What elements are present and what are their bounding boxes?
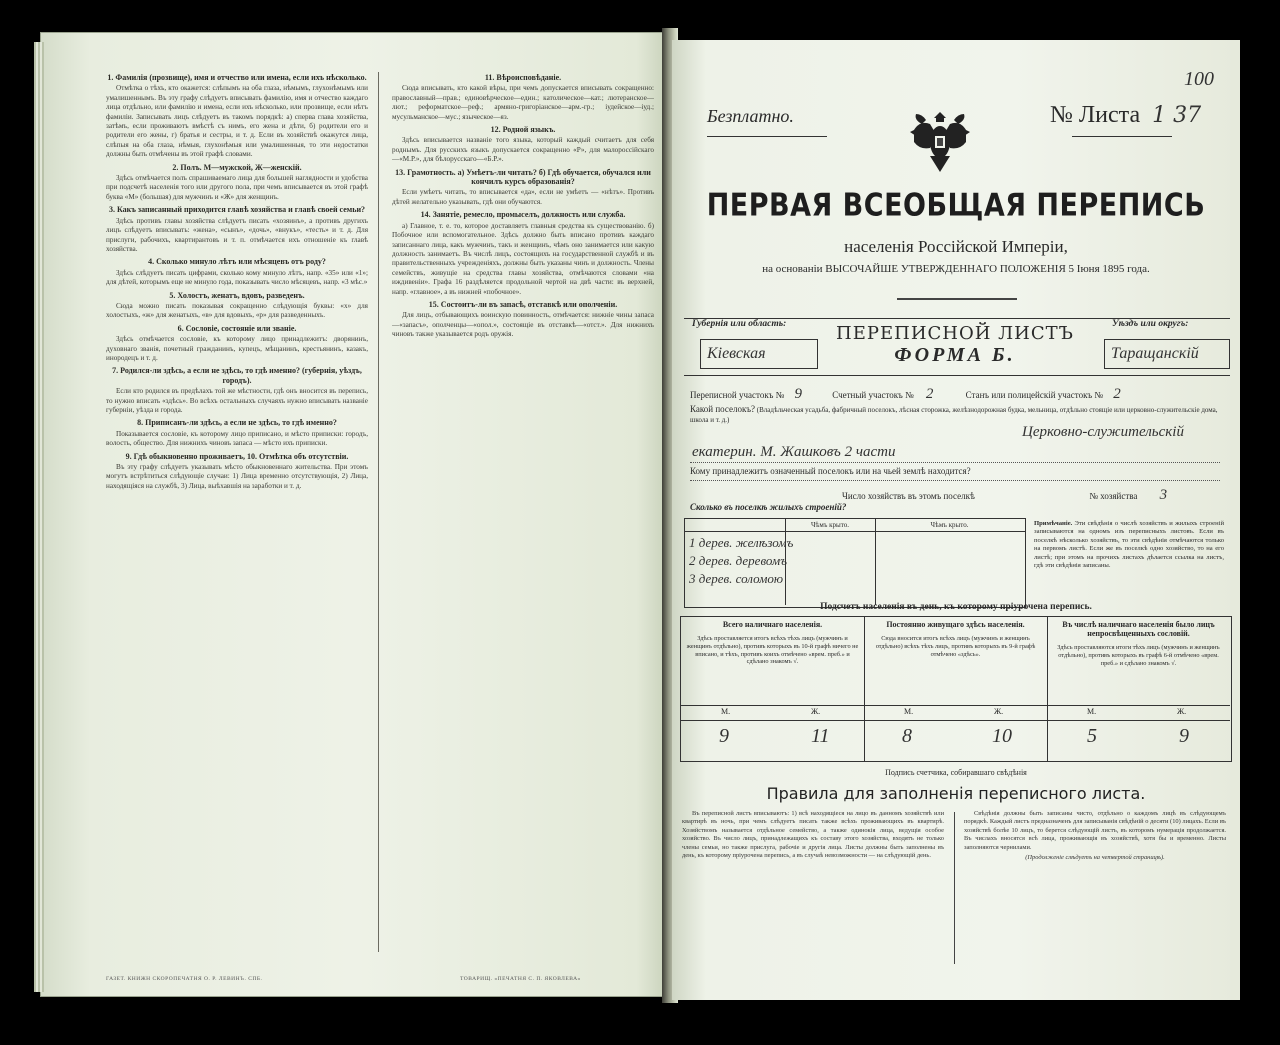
rule-heading: 6. Сословіе, состояніе или званіе. xyxy=(177,323,297,333)
rule-text: Сюда можно писать показывая сокращенно слѣдующія буквы: «х» для холостыхъ, «ж» для женатыхъ, «в» для вдовыхъ, «р» для разведенныхъ. xyxy=(106,301,368,320)
gubernia-label: Губернія или область: xyxy=(692,319,787,329)
settlement-row xyxy=(690,404,1220,425)
household-number-value: 3 xyxy=(1159,487,1168,503)
settlement-label: Какой поселокъ? xyxy=(690,404,756,414)
tally-mz-row xyxy=(1047,705,1230,721)
household-row xyxy=(842,487,1167,504)
decree-line: на основаніи ВЫСОЧАЙШЕ УТВЕРЖДЕННАГО ПОЛОЖЕНІЯ 5 Іюня 1895 года. xyxy=(762,263,1150,275)
table-row: 2 дерев. деревомъ xyxy=(689,553,787,568)
tally-female-value: 11 xyxy=(811,725,830,747)
tally-title: Подсчетъ населенія въ день, къ которому пріурочена перепись. xyxy=(820,602,1092,612)
rule-heading: 3. Какъ записанный приходится главѣ хозяйства и главѣ своей семьи? xyxy=(108,205,366,215)
table-row: 3 дерев. соломою xyxy=(689,571,784,586)
rule-heading: 5. Холостъ, женатъ, вдовъ, разведенъ. xyxy=(169,290,305,300)
tally-male-value: 8 xyxy=(902,725,912,747)
census-form-page xyxy=(672,40,1240,1000)
sheet-label: № Листа xyxy=(1050,102,1141,128)
buildings-table xyxy=(684,518,1026,608)
form-subtitle: ФОРМА Б. xyxy=(894,344,1016,366)
owner-row xyxy=(690,466,971,476)
title-divider xyxy=(897,298,1017,300)
buildings-row xyxy=(690,502,846,512)
rule-heading: 14. Занятіе, ремесло, промыселъ, должность или служба. xyxy=(420,210,626,220)
rule-text: Въ эту графу слѣдуетъ указывать мѣсто обыкновеннаго жительства. При этомъ могутъ встрѣтиться слѣдующіе случаи: 1) Лица временно отсутствующія, 2) Лица, находящіяся на службѣ, 3) Лица, выѣхавшія на заработки и т. д. xyxy=(106,463,368,490)
rule-text: Сюда вписывать, кто какой вѣры, при чемъ допускается вписывать сокращенно: православный—прав.; единовѣрческое—един.; католическое—кат.; лютеранское—лют.; реформатское—реф.; армяно-григоріанское—арм.-гр.; іудейское—іуд.; мусульманское—мус.; языческое—яз. xyxy=(392,84,654,121)
page-subtitle: населенія Россійской Имперіи, xyxy=(844,237,1068,256)
rule-text: Здѣсь противъ главы хозяйства слѣдуетъ писать «хозяинъ», а противъ другихъ лицъ слѣдуетъ вписывать: «жена», «сынъ», «дочь», «внукъ», «тесть» и т. д. Для прислуги, рабочихъ, квартирантовъ и т. п. отмѣчается ихъ отношеніе къ главѣ хозяйства. xyxy=(106,216,368,253)
rules-column-2 xyxy=(392,70,654,950)
rules-paragraph: Въ переписной листъ вписываютъ: 1) всѣ находящіеся на лицо въ данномъ хозяйствѣ или квартирѣ въ ночь, при чемъ слѣдуетъ писать также всѣхъ проживающихъ въ квартирѣ. Хозяйствомъ называется отдѣльное семейство, а также одинокія лица, ведущія особое хозяйство. Въ число лицъ, принадлежащихъ къ составу этого хозяйства, входятъ не только члены семьи, но также прислуга, рабочіе и другія лица. Листы должны быть заполнены въ день, къ которому пріурочена перепись, а въ случаѣ невозможности — на слѣдующій день. xyxy=(682,810,944,860)
enumerator-signature-line: Подпись счетчика, собиравшаго свѣдѣнія xyxy=(885,768,1027,777)
rule-text: Для лицъ, отбывающихъ воинскую повинность, отмѣчается: нижніе чины запаса—«запасъ», ополченцы—«опол.», состоящіе въ отставкѣ—«отст.». Для нижнихъ чиновъ также указывается родъ оружія. xyxy=(392,311,654,339)
rule-text: Отмѣтка о тѣхъ, кто окажется: слѣпымъ на оба глаза, нѣмымъ, глухонѣмымъ или умалишеннымъ. Въ эту графу слѣдуетъ вписывать фамилію, имя и отчество каждаго лица отдѣльно, или фамилію и имена, если ихъ нѣсколько, или прозвище, если нѣтъ фамиліи. Записывать лицъ слѣдуетъ въ такомъ порядкѣ: а) сперва глава хозяйства, затѣмъ, если проживаютъ вмѣстѣ съ нимъ, его жена и дѣти, б) родители его и родители его жены, г) братья и сестры, и т. д. Если въ хозяйствѣ окажутся лица, слѣпыя на оба глаза, нѣмыя, глухонѣмыя или умалишенныя, то эти недостатки должны быть отмѣчены въ этой графѣ словами. xyxy=(106,84,368,159)
dotted-line xyxy=(690,462,1220,463)
female-label: Ж. xyxy=(994,707,1004,716)
household-count-label: Число хозяйствъ въ этомъ поселкѣ xyxy=(842,491,975,501)
rule-heading: 4. Сколько минуло лѣтъ или мѣсяцевъ отъ роду? xyxy=(148,257,326,267)
tally-column-total xyxy=(681,617,865,761)
tally-column-permanent xyxy=(864,617,1048,761)
rule-text: а) Главное, т. е. то, которое доставляетъ главныя средства къ существованію. б) Побочное или вспомогательное. Здѣсь должно быть вписано противъ каждаго записаннаго лица, какъ мужчинъ, такъ и женщинъ, чѣмъ оно занимается или какую должность занимаетъ. Въ числѣ лицъ, состоящихъ на государственной службѣ и въ правительственныхъ учрежденіяхъ, должны быть указаны чинъ и должность. Члены семействъ, живущіе на средства главы хозяйства, отмѣчаются словами «на иждивеніи». Графа 16 раздѣляется продольной чертой на двѣ части: въ верхней, напр. «главное», а въ нижней «побочное». xyxy=(392,221,654,296)
rule-heading: 7. Родился-ли здѣсь, а если не здѣсь, то гдѣ именно? (губернія, уѣздъ, городъ). xyxy=(112,366,362,385)
stan-label: Станъ или полицейскій участокъ № xyxy=(965,390,1103,400)
gubernia-field: Кіевская xyxy=(700,339,818,369)
rules-paragraph: Свѣдѣнія должны быть записаны чисто, отдѣльно о каждомъ лицѣ въ слѣдующемъ порядкѣ. Каждый листъ предназначенъ для записыванія свѣдѣній о десяти (10) лицахъ. Если въ хозяйствѣ болѣе 10 лицъ, то берется слѣдующій листъ, въ которомъ нумерація продолжается. Въ числахъ вносятся всѣ лица, проживающія въ хозяйствѣ, хотя бы и временно. Листы заполняются чернилами. xyxy=(964,810,1226,851)
header-underline xyxy=(707,136,827,137)
population-tally-table xyxy=(680,616,1232,762)
female-label: Ж. xyxy=(1177,707,1187,716)
counting-district-value: 2 xyxy=(925,386,934,402)
male-label: М. xyxy=(1087,707,1097,716)
rule-heading: 11. Вѣроисповѣданіе. xyxy=(484,73,562,82)
note-text: Эти свѣдѣнія о числѣ хозяйствъ и жилыхъ строеній записываются на одномъ изъ переписныхъ листовъ. Если въ поселкѣ нѣсколько хозяйствъ, то эти свѣдѣнія отмѣчаются только на первомъ листѣ. Если же въ поселкѣ одно хозяйство, то на его листѣ; при этомъ на прочихъ листахъ дѣлается ссылка на листъ, гдѣ эти свѣдѣнія записаны. xyxy=(1034,520,1224,570)
tally-header: Въ числѣ наличнаго населенія было лицъ непросвѣщенныхъ сословій. xyxy=(1062,620,1215,638)
uezd-field: Таращанскій xyxy=(1104,339,1230,369)
tally-description: Сюда вносится итогъ всѣхъ лицъ (мужчинъ и женщинъ отдѣльно) всѣхъ тѣхъ лицъ, противъ которыхъ въ 9-й графѣ отмѣчено «здѣсь». xyxy=(875,635,1036,658)
tally-header: Постоянно живущаго здѣсь населенія. xyxy=(886,620,1025,629)
rules-divider xyxy=(954,812,955,964)
rule-heading: 8. Приписанъ-ли здѣсь, а если не здѣсь, то гдѣ именно? xyxy=(137,418,337,428)
left-page xyxy=(40,32,668,997)
rule-text: Здѣсь отмѣчается сословіе, къ которому лицо принадлежитъ: дворянинъ, духовнаго званія, почетный гражданинъ, купецъ, мѣщанинъ, крестьянинъ, казакъ, инородецъ и т. д. xyxy=(106,335,368,362)
form-title: ПЕРЕПИСНОЙ ЛИСТЪ xyxy=(836,323,1074,344)
double-headed-eagle-emblem xyxy=(900,102,980,182)
rule-heading: 9. Гдѣ обыкновенно проживаетъ, 10. Отмѣтка объ отсутствіи. xyxy=(125,451,349,461)
rule-text: Здѣсь слѣдуетъ писать цифрами, сколько кому минуло лѣтъ, напр. «35» или «1»; для дѣтей, которымъ еще не минуло года, показывать число мѣсяцевъ, напр. «3 мѣс.» xyxy=(106,268,368,287)
male-label: М. xyxy=(904,707,914,716)
tally-header: Всего наличнаго населенія. xyxy=(722,620,823,629)
printer-footer-left: ГАЗЕТ. КНИЖН СКОРОПЕЧАТНЯ О. Р. ЛЕВИНЪ. СПБ. xyxy=(106,976,263,982)
rule-heading: 15. Состоитъ-ли въ запасѣ, отставкѣ или ополченіи. xyxy=(428,299,618,309)
form-header-box xyxy=(684,318,1230,376)
dotted-line xyxy=(690,480,1220,481)
tally-male-value: 9 xyxy=(719,725,729,747)
rule-heading: 1. Фамилія (прозвище), имя и отчество или имена, если ихъ нѣсколько. xyxy=(107,73,367,82)
rules-title: Правила для заполненія переписного листа. xyxy=(766,784,1146,803)
corner-handwritten-number: 100 xyxy=(1184,68,1214,90)
sheet-underline xyxy=(1072,136,1172,137)
note-title: Примѣчаніе. xyxy=(1034,520,1073,527)
rule-text: Здѣсь отмѣчается полъ спрашиваемаго лица для большей наглядности и удобства при подсчетѣ населенія того или другого пола, при чемъ вписывается въ этой графѣ буква «М» (большая) для мужчинъ и «Ж» для женщинъ. xyxy=(106,174,368,201)
rules-column-1 xyxy=(106,70,368,950)
settlement-value-line xyxy=(1022,424,1184,441)
district-row xyxy=(690,386,1121,403)
buildings-note xyxy=(1034,520,1224,570)
tally-description: Здѣсь проставляются итоги тѣхъ лицъ (мужчинъ и женщинъ отдѣльно), противъ которыхъ въ графѣ 6-й отмѣчено «врем. преб.» и сдѣлано знакомъ √. xyxy=(1057,644,1220,667)
rule-text: Если кто родился въ предѣлахъ той же мѣстности, гдѣ онъ вносится въ перепись, то нужно вписать «здѣсь». Во всѣхъ остальныхъ случаяхъ нужно вписывать названіе губерніи, уѣзда и города. xyxy=(106,387,368,414)
rule-heading: 12. Родной языкъ. xyxy=(490,125,556,135)
form-title-block xyxy=(830,323,1080,367)
table-header: Чѣмъ крыто. xyxy=(785,519,876,531)
tally-mz-row xyxy=(864,705,1047,721)
uezd-label: Уѣздъ или округъ: xyxy=(1112,319,1189,329)
rule-heading: 2. Полъ. М—мужской, Ж—женскій. xyxy=(172,162,302,172)
page-stack-edge xyxy=(34,42,44,992)
census-district-label: Переписной участокъ № xyxy=(690,390,785,400)
census-district-value: 9 xyxy=(794,386,802,402)
sheet-handwritten-number: 1 37 xyxy=(1152,103,1202,128)
settlement-hint: (Владѣльческая усадьба, фабричный поселокъ, лѣсная сторожка, желѣзнодорожная будка, мельница, отдѣльно стоящіе или церковно-служительскіе дома, школа и т. д.) xyxy=(690,406,1218,424)
buildings-label: Сколько въ поселкѣ жилыхъ строеній? xyxy=(690,502,847,512)
table-header: Чѣмъ крыто. xyxy=(930,521,969,529)
tally-male-value: 5 xyxy=(1087,725,1097,747)
tally-column-estates xyxy=(1047,617,1230,761)
settlement-value-2: екатерин. М. Жашковъ 2 части xyxy=(692,444,896,460)
printer-footer-right: ТОВАРИЩ. «ПЕЧАТНЯ С. П. ЯКОВЛЕВА» xyxy=(460,976,581,982)
rules-right-column xyxy=(964,810,1226,864)
table-header xyxy=(685,519,786,531)
rule-text: Показывается сословіе, къ которому лицо приписано, и мѣсто приписки: городъ, волость, общество. Для нижнихъ чиновъ запаса — мѣсто ихъ приписки. xyxy=(106,429,368,448)
rule-text: Здѣсь вписывается названіе того языка, который каждый считаетъ для себя роднымъ. Для русскихъ языкъ допускается сокращенно «Р», для малороссійскаго—«М.Р.», для бѣлорусскаго—«Б.Р.». xyxy=(392,136,654,164)
rules-continued: (Продолженіе слѣдуетъ на четвертой страницѣ). xyxy=(1025,854,1165,862)
counting-district-label: Счетный участокъ № xyxy=(832,390,914,400)
column-divider xyxy=(378,72,379,952)
rule-text: Если умѣетъ читать, то вписывается «да», если не умѣетъ — «нѣтъ». Противъ дѣтей желательно указывать, гдѣ они обучаются. xyxy=(392,188,654,206)
tally-female-value: 10 xyxy=(992,725,1012,747)
household-number-label: № хозяйства xyxy=(1089,491,1138,501)
tally-description: Здѣсь проставляется итогъ всѣхъ тѣхъ лицъ (мужчинъ и женщинъ отдѣльно), противъ которыхъ въ 10-й графѣ ничего не вписано, и тѣхъ, противъ коихъ отмѣчено «врем. преб.» и сдѣлано знакомъ √. xyxy=(686,635,859,666)
sheet-number xyxy=(1050,102,1201,129)
stan-value: 2 xyxy=(1113,386,1121,402)
settlement-value-line-2 xyxy=(692,444,895,461)
rules-left-column xyxy=(682,810,944,862)
female-label: Ж. xyxy=(811,707,821,716)
table-row: 1 дерев. желѣзомъ xyxy=(689,535,794,550)
free-label: Безплатно. xyxy=(707,106,794,126)
owner-label: Кому принадлежитъ означенный поселокъ или на чьей землѣ находится? xyxy=(690,466,971,476)
rule-heading: 13. Грамотность. а) Умѣетъ-ли читать? б) Гдѣ обучается, обучался или кончилъ курсъ образованія? xyxy=(395,167,651,187)
male-label: М. xyxy=(721,707,731,716)
tally-mz-row xyxy=(681,705,864,721)
settlement-value: Церковно-служительскій xyxy=(1022,424,1184,440)
page-title: ПЕРВАЯ ВСЕОБЩАЯ ПЕРЕПИСЬ xyxy=(706,187,1206,224)
tally-female-value: 9 xyxy=(1179,725,1189,747)
